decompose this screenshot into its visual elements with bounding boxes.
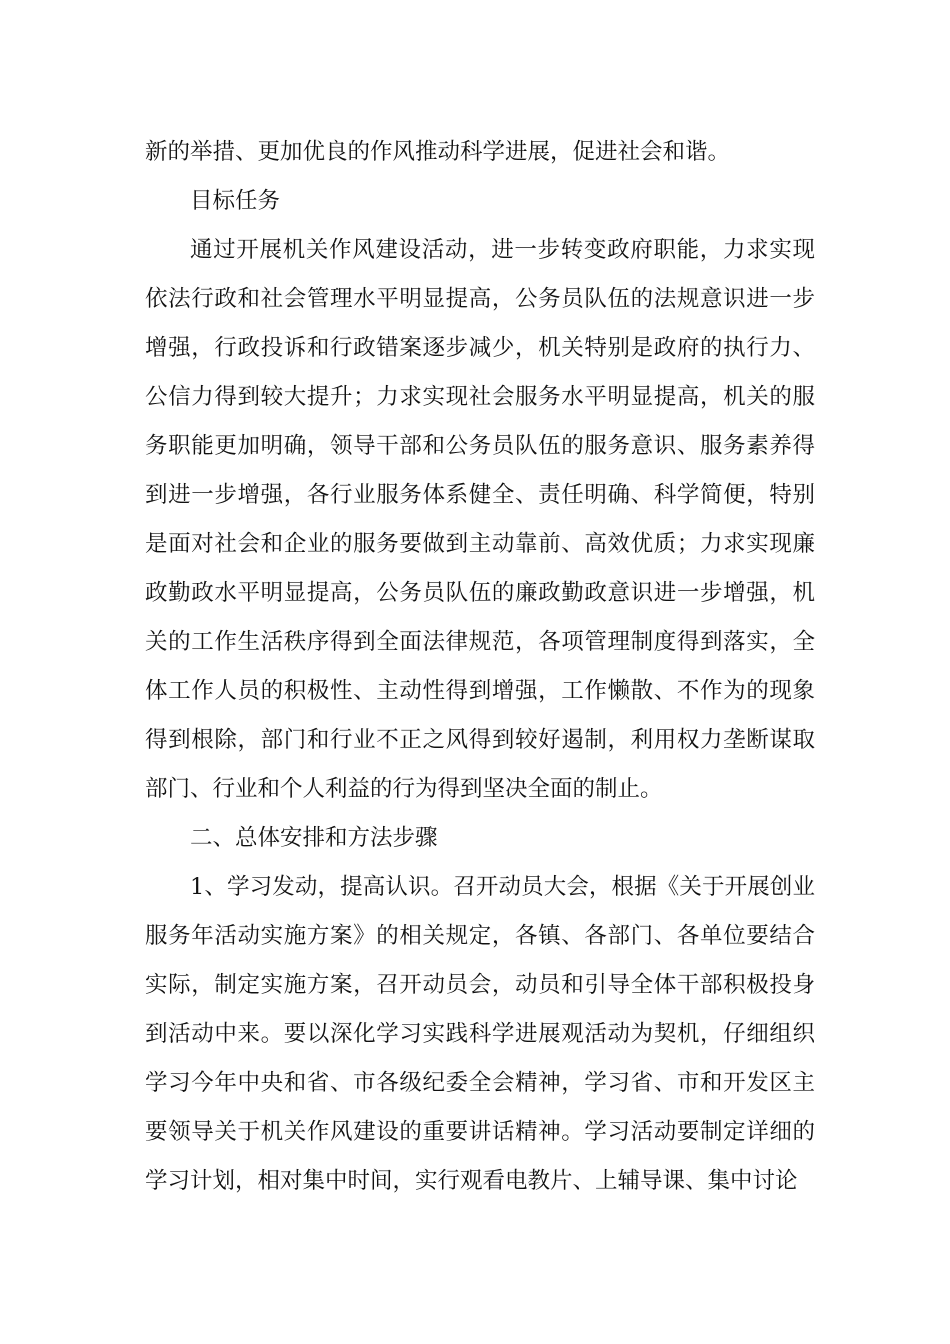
text-line: 要领导关于机关作风建设的重要讲话精神。学习活动要制定详细的	[145, 1119, 815, 1145]
text-line: 1、学习发动，提高认识。召开动员大会，根据《关于开展创业	[190, 874, 815, 900]
text-line: 增强，行政投诉和行政错案逐步减少，机关特别是政府的执行力、	[145, 335, 815, 361]
text-line: 实际，制定实施方案，召开动员会，动员和引导全体干部积极投身	[145, 972, 815, 998]
text-line: 公信力得到较大提升；力求实现社会服务水平明显提高，机关的服	[145, 384, 815, 410]
text-line: 学习计划，相对集中时间，实行观看电教片、上辅导课、集中讨论	[145, 1168, 798, 1194]
text-line: 服务年活动实施方案》的相关规定，各镇、各部门、各单位要结合	[145, 923, 815, 949]
text-line: 部门、行业和个人利益的行为得到坚决全面的制止。	[145, 776, 663, 802]
paragraph-p5	[145, 863, 815, 1206]
document-body	[145, 128, 815, 1206]
text-line: 目标任务	[190, 188, 281, 214]
text-line: 通过开展机关作风建设活动，进一步转变政府职能，力求实现	[190, 237, 815, 263]
text-line: 到活动中来。要以深化学习实践科学进展观活动为契机，仔细组织	[145, 1021, 815, 1047]
paragraph-p4	[145, 814, 815, 863]
text-line: 新的举措、更加优良的作风推动科学进展，促进社会和谐。	[145, 139, 731, 165]
text-line: 依法行政和社会管理水平明显提高，公务员队伍的法规意识进一步	[145, 286, 815, 312]
text-line: 到进一步增强，各行业服务体系健全、责任明确、科学简便，特别	[145, 482, 815, 508]
text-line: 得到根除，部门和行业不正之风得到较好遏制，利用权力垄断谋取	[145, 727, 815, 753]
text-line: 关的工作生活秩序得到全面法律规范，各项管理制度得到落实，全	[145, 629, 815, 655]
text-line: 政勤政水平明显提高，公务员队伍的廉政勤政意识进一步增强，机	[145, 580, 815, 606]
text-line: 二、总体安排和方法步骤	[190, 825, 438, 851]
text-line: 务职能更加明确，领导干部和公务员队伍的服务意识、服务素养得	[145, 433, 815, 459]
paragraph-p2	[145, 177, 815, 226]
paragraph-p1	[145, 128, 815, 177]
paragraph-p3	[145, 226, 815, 814]
text-line: 学习今年中央和省、市各级纪委全会精神，学习省、市和开发区主	[145, 1070, 815, 1096]
text-line: 是面对社会和企业的服务要做到主动靠前、高效优质；力求实现廉	[145, 531, 815, 557]
text-line: 体工作人员的积极性、主动性得到增强，工作懒散、不作为的现象	[145, 678, 815, 704]
